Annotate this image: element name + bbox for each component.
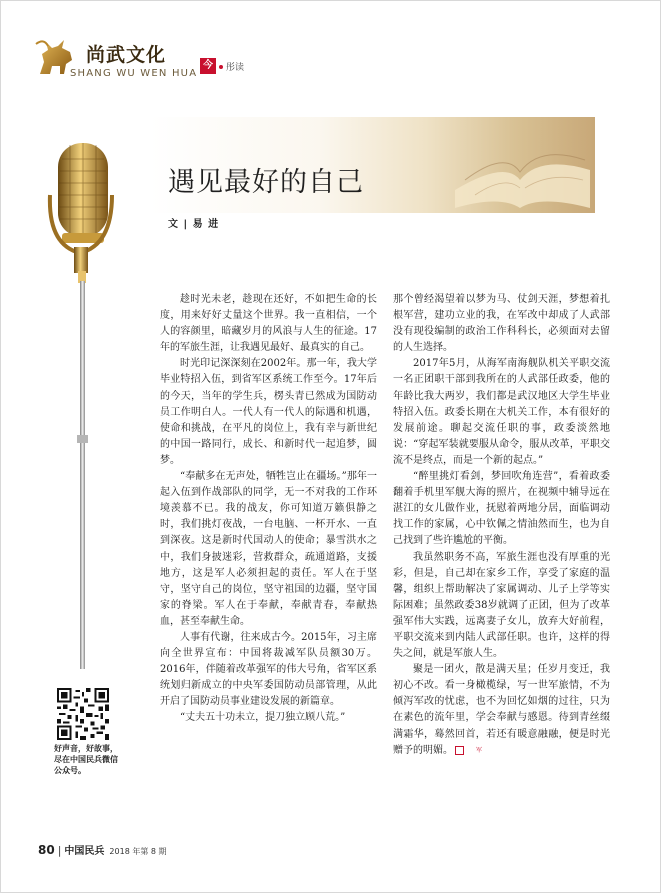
column-tag: 彤读 [226,63,245,73]
paragraph [393,662,610,759]
qr-code-icon[interactable] [57,688,109,740]
footer-separator: | [57,844,62,857]
right-column [393,292,610,759]
magazine-name: 中国民兵 [64,846,105,857]
paragraph: 2017年5月，从海军南海舰队机关平职交流一名正团职干部到我所在的人武部任政委，他的年龄比我大两岁，我们都是武汉地区大学生毕业特招入伍。政委长期在大机关工作，本有很好的发展前途。聊起交流任职的事，政委淡然地说：“穿起军装就要服从命令，服从改革，平职交流不是终点，而是一个新的起点。” [393,358,610,466]
paragraph: 时光印记深深刻在2002年。那一年，我大学毕业特招入伍，到省军区系统工作至今。17年后的今天，当年的学生兵，楞头青已然成为国防动员工作明白人。一代人有一代人的际遇和机遇，使命和挑战，在平凡的岗位上，我有幸与新世纪的中国一路同行，成长、和新时代一起追梦，圆梦。 [160,358,377,466]
page-footer [38,839,167,858]
section-title: 尚武文化 [86,44,167,66]
paragraph: 人事有代谢，往来成古今。2015年，习主席向全世界宣布：中国将裁减军队员额30万。2016年，伴随着改革强军的伟大号角，省军区系统划归新成立的中央军委国防动员部管理，从此开启了国防动员事业建设发展的新篇章。 [160,631,377,708]
section-subtitle: SHANG WU WEN HUA [70,68,198,79]
paragraph-text: 聚是一团火，散是满天星；任岁月变迁，我初心不改。看一身橄榄绿，写一世军旅情，不为倾泻军改的忧虑，也不为回忆如烟的过往，只为在素色的流年里，学会奉献与感恩。待到青丝缀满霜华，蓦然回首，若还有暖意融融，便是时光赠予的明媚。 [393,664,610,756]
article-byline: 文 | 易 进 [168,219,220,230]
qr-caption: 好声音，好故事，尽在中国民兵微信公众号。 [54,744,118,775]
paragraph: “丈夫五十功未立，提刀独立顾八荒。” [180,712,346,724]
paragraph: 趁时光未老，趁现在还好，不如把生命的长度，用来好好丈量这个世界。我一直相信，一个人的容颜里，暗藏岁月的风浪与人生的征途。17年的军旅生涯，让我遇见最好、最真实的自己。 [160,294,377,354]
paragraph: 那个曾经渴望着以梦为马、仗剑天涯，梦想着扎根军营，建功立业的我，在军改中却成了人武部没有现役编制的政治工作科科长，必须面对去留的人生选择。 [393,294,610,354]
page-number: 80 [38,843,55,857]
end-mark: 军 [455,746,464,755]
article-title: 遇见最好的自己 [168,167,364,198]
column-badge: 今 [200,58,216,74]
paragraph: “奉献多在无声处，牺牲岂止在疆场。”那年一起入伍到作战部队的同学，无一不对我的工作环境羡慕不已。我的战友，你可知道万籁俱静之时，我们挑灯夜战，一台电脑、一杯开水、一直到深夜。这是新时代国动人的使命；暴雪洪水之中，我们身披迷彩，营救群众，疏通道路，支援地方，这是军人必须担起的责任。军人在于坚守，坚守自己的岗位，坚守祖国的边疆，坚守国家的脊梁。军人在于奉献，奉献青春，奉献热血，甚至奉献生命。 [160,471,377,627]
paragraph: “醉里挑灯看剑，梦回吹角连营”，看着政委翻着手机里军舰大海的照片，在视频中辅导远在湛江的女儿做作业，抚慰着两地分居，面临调动找工作的家属，心中钦佩之情油然而生，也为自己找到了些许尴尬的平衡。 [393,471,610,547]
badge-dot [219,65,223,69]
issue-label: 2018 年第 8 期 [109,847,167,856]
open-book-icon [445,120,595,210]
vintage-microphone-icon [40,135,140,675]
left-column [160,292,377,727]
paragraph: 我虽然职务不高，军旅生涯也没有厚重的光彩，但是，自己却在家乡工作，享受了家庭的温馨，组织上帮助解决了家属调动、儿子上学等实际困难；虽然政委38岁就调了正团，但为了改革强军伟大实践，远离妻子女儿，放弃大好前程，平职交流来到内陆人武部任职。也许，这样的得失之间，就是军旅人生。 [393,551,610,660]
